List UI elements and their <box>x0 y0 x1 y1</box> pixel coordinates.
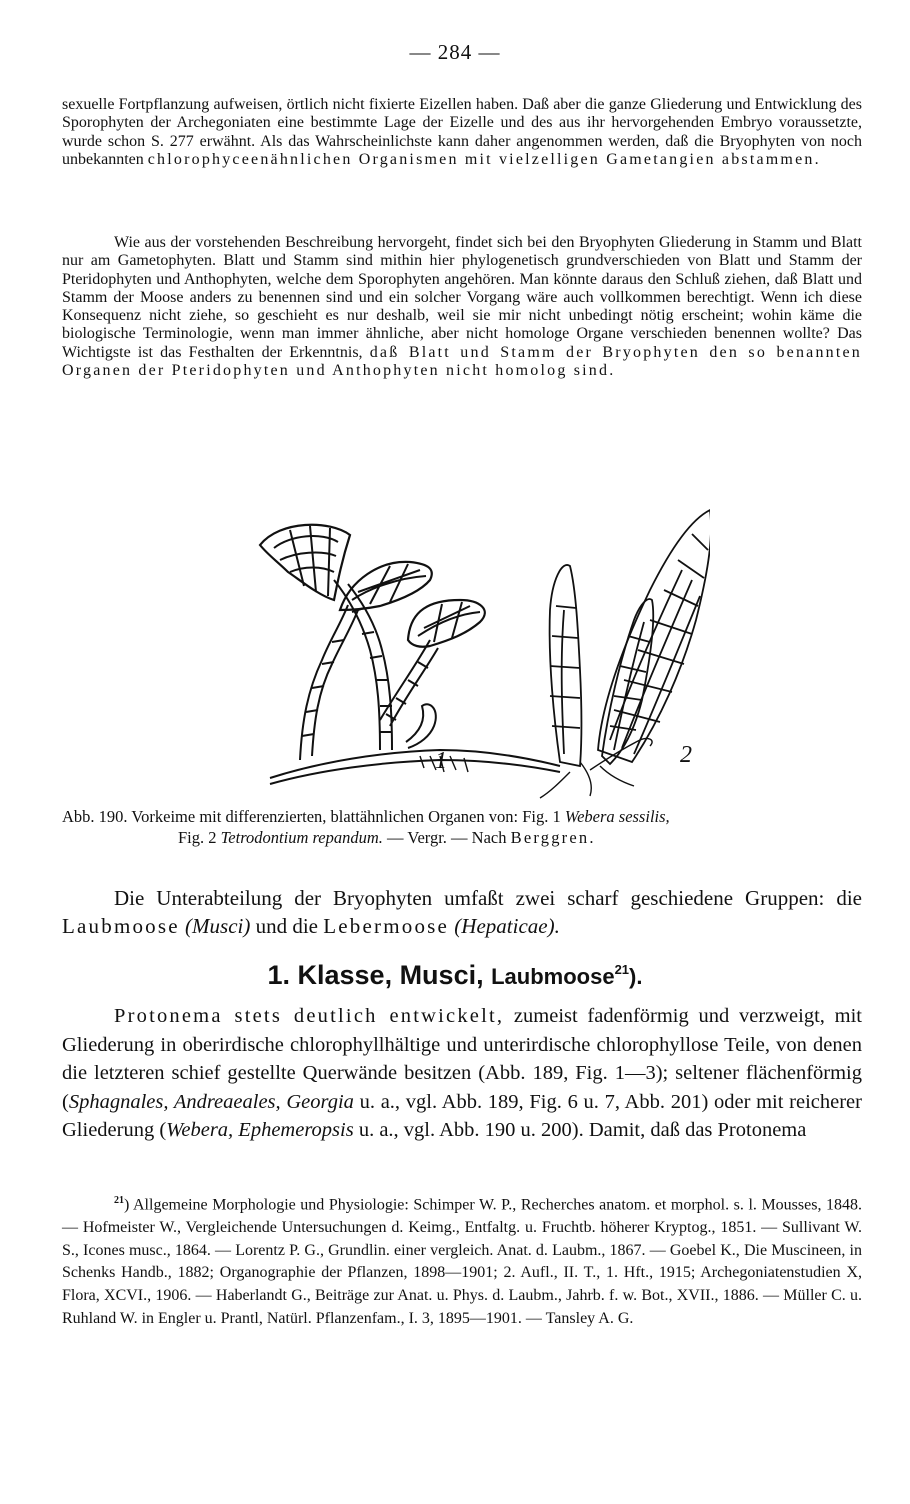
main-text-2: u. a., vgl. Abb. 189, Fig. 6 u. 7, Abb. 201) oder mit reicherer Gliederung ( <box>62 1090 862 1141</box>
paragraph-1 <box>62 96 862 169</box>
paragraph-1-spaced-text: chlorophyceenähnlichen Organismen mit vielzelligen Gametangien abstammen. <box>147 150 821 168</box>
heading-end: ). <box>629 964 643 989</box>
intro-musci: (Musci) <box>185 914 251 938</box>
caption-species-2: Tetrodontium repandum. <box>220 828 383 847</box>
caption-species-1: Webera sessilis, <box>564 807 670 826</box>
main-paragraph <box>62 1002 862 1145</box>
main-text-3: u. a., vgl. Abb. 190 u. 200). Damit, daß das Protonema <box>353 1119 807 1141</box>
figure-label-2: 2 <box>680 742 692 768</box>
heading-footnote-ref: 21 <box>614 962 630 977</box>
main-text-1: zumeist fadenförmig und verzweigt, mit Gliederung in oberirdische chlorophyllhältige und unterirdische chlorophyllose Teile, von denen die letzteren schief gestellte Querwände besitzen (Abb. 189, Fig. 1—3); seltener flächenförmig ( <box>62 1005 862 1113</box>
paragraph-2 <box>62 234 862 380</box>
heading-main: 1. Klasse, Musci, <box>267 960 484 990</box>
paragraph-2-spaced-text: daß Blatt und Stamm der Bryophyten den so benannten Organen der Pteridophyten und Anthophyten nicht homolog sind. <box>62 343 862 380</box>
heading-sub: Laubmoose <box>491 964 615 989</box>
caption-line-2-text: Fig. 2 <box>178 828 221 847</box>
figure-190 <box>230 500 710 800</box>
intro-und: und die <box>250 914 324 938</box>
footnote-ref: 21 <box>114 1195 124 1206</box>
figure-190-drawing <box>230 500 710 800</box>
figure-label-1: 1 <box>435 748 447 774</box>
fig1-webera-drawing <box>260 525 560 784</box>
caption-line-1-text: Abb. 190. Vorkeime mit differenzierten, blattähnlichen Organen von: Fig. 1 <box>62 807 565 826</box>
caption-line-2 <box>62 827 862 848</box>
class-heading <box>0 960 910 991</box>
caption-line-1 <box>62 806 862 827</box>
intro-lebermoose: Lebermoose <box>323 914 450 938</box>
main-italic-1: Sphagnales, Andreaeales, Georgia <box>68 1090 354 1113</box>
caption-line-2-end: — Vergr. — Nach <box>382 828 511 847</box>
caption-author: Berggren. <box>510 828 596 847</box>
main-italic-2: Webera, Ephemeropsis <box>166 1119 354 1141</box>
page-number: — 284 — <box>409 40 501 64</box>
paragraph-1-text: sexuelle Fortpflanzung aufweisen, örtlich nicht fixierte Eizellen haben. Daß aber die ganze Gliederung und Entwicklung des Sporophyten der Archegoniaten eine bestimmte Lage der Eizelle und des aus ihr hervorgehenden Embryo voraussetzte, wurde schon S. 277 erwähnt. Als das Wahrscheinlichste kann daher angenommen werden, daß die Bryophyten von noch unbekannten <box>62 96 862 168</box>
figure-caption <box>62 806 862 848</box>
intro-laubmoose: Laubmoose <box>62 914 180 938</box>
main-spaced: Protonema stets deutlich entwickelt, <box>114 1005 505 1027</box>
intro-text: Die Unterabteilung der Bryophyten umfaßt zwei scharf geschiedene Gruppen: die <box>114 886 862 910</box>
footnote-21 <box>62 1190 862 1331</box>
paragraph-2-text: Wie aus der vorstehenden Beschreibung hervorgeht, findet sich bei den Bryophyten Gliederung in Stamm und Blatt nur am Gametophyten. Blatt und Stamm sind mithin hier phylogenetisch grundverschieden von Blatt und Stamm der Pteridophyten und Anthophyten, welche dem Sporophyten angehören. Man könnte daraus den Schluß ziehen, daß Blatt und Stamm der Moose anders zu benennen sind und ein solcher Vorgang wäre auch vollkommen berechtigt. Wenn ich diese Konsequenz nicht ziehe, so geschieht es nur deshalb, weil sie mir nicht unbedingt nötig erscheint; wohin käme die biologische Terminologie, wenn man immer ähnliche, aber nicht homologe Organe verschieden benennen wollte? Das Wichtigste ist das Festhalten der Erkenntnis, <box>62 234 862 361</box>
intro-hepaticae: (Hepaticae). <box>454 914 560 938</box>
footnote-text: ) Allgemeine Morphologie und Physiologie: Schimper W. P., Recherches anatom. et morphol. s. l. Mousses, 1848. — Hofmeister W., Vergleichende Untersuchungen d. Keimg., Entfaltg. u. Fruchtb. höherer Kryptog., 1851. — Sullivant W. S., Icones musc., 1864. — Lorentz P. G., Grundlin. einer vergleich. Anat. d. Laubm., 1867. — Goebel K., Die Muscineen, in Schenks Handb., 1882; Organographie der Pflanzen, 1898—1901; 2. Aufl., II. T., 1. Hft., 1915; Archegoniatenstudien X, Flora, XCVI., 1906. — Haberlandt G., Beiträge zur Anat. u. Phys. d. Laubm., Jahrb. f. w. Bot., XVII., 1886. — Müller C. u. Ruhland W. in Engler u. Prantl, Natürl. Pflanzenfam., I. 3, 1895—1901. — Tansley A. G. <box>62 1196 862 1327</box>
intro-paragraph <box>62 884 862 940</box>
